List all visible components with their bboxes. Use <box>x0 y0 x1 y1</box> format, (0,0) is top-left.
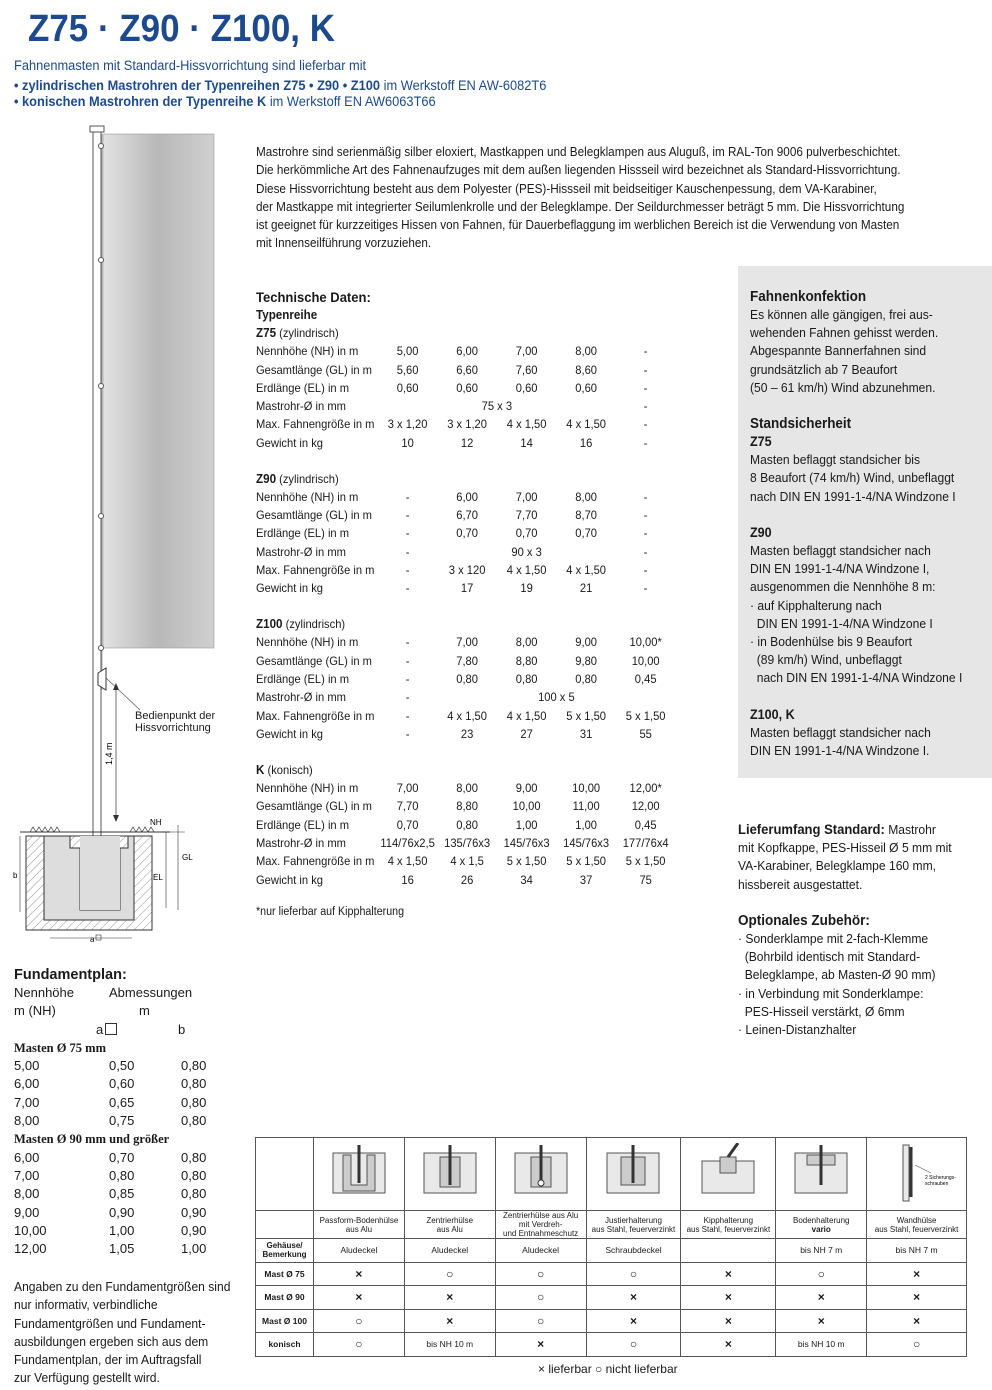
availability-cell: bis NH 10 m <box>776 1333 867 1357</box>
spec-cell: 4 x 1,50 <box>506 563 547 578</box>
mount-image-2 <box>404 1138 495 1211</box>
spec-cell: - <box>405 708 410 723</box>
foundation-row: 8,00 0,75 0,80 <box>14 1113 207 1129</box>
availability-cell: × <box>404 1309 495 1333</box>
operating-point-label: Bedienpunkt der Hissvorrichtung <box>135 710 216 734</box>
foundation-row: 6,00 0,70 0,80 <box>14 1149 207 1165</box>
spec-groups <box>256 324 693 889</box>
availability-cell: bis NH 10 m <box>404 1333 495 1357</box>
mount-image-5 <box>681 1138 776 1211</box>
spec-cell: 7,00 <box>515 344 538 359</box>
spec-group <box>256 452 693 598</box>
spec-cell: 7,60 <box>515 362 538 377</box>
spec-cell: - <box>405 726 410 741</box>
svg-text:a: a <box>90 935 95 944</box>
spec-group-title: Z75 (zylindrisch) <box>256 326 339 340</box>
spec-cell: 6,70 <box>456 508 478 523</box>
availability-row <box>256 1286 967 1310</box>
spec-cell: - <box>643 380 648 395</box>
spec-cell: - <box>405 563 410 578</box>
spec-cell: 6,60 <box>456 362 478 377</box>
availability-row-label: Mast Ø 100 <box>256 1309 314 1333</box>
spec-cell: 3 x 1,20 <box>447 417 487 432</box>
spec-group <box>256 598 693 744</box>
spec-cell: 27 <box>520 726 533 741</box>
availability-cell: × <box>867 1309 967 1333</box>
spec-cell: 34 <box>520 872 533 887</box>
mount-image-6 <box>776 1138 867 1211</box>
spec-cell: 0,80 <box>575 672 598 687</box>
availability-cell: ○ <box>586 1333 681 1357</box>
spec-cell: 0,60 <box>456 380 478 395</box>
svg-text:GL: GL <box>182 853 193 862</box>
availability-cell: ○ <box>314 1333 405 1357</box>
spec-cell: - <box>643 399 648 414</box>
spec-cell: 0,70 <box>515 526 538 541</box>
spec-row: Erdlänge (EL) in m 0,60 0,60 0,60 0,60 - <box>256 379 693 397</box>
spec-cell: 75 <box>639 872 652 887</box>
spec-cell: 7,00 <box>515 489 538 504</box>
svg-text:schrauben: schrauben <box>924 1181 948 1187</box>
availability-cell: ○ <box>404 1262 495 1286</box>
cover-row-label: Gehäuse/ Bemerkung <box>256 1239 314 1263</box>
spec-cell: 12 <box>460 435 474 450</box>
spec-cell-span: 75 x 3 <box>481 399 513 414</box>
foundation-row: 5,00 0,50 0,80 <box>14 1058 207 1074</box>
availability-cell: ○ <box>495 1262 586 1286</box>
spec-cell: 0,60 <box>396 380 419 395</box>
availability-cell: × <box>681 1333 776 1357</box>
cover-row <box>256 1239 967 1263</box>
flagpole-drawing <box>10 120 250 950</box>
spec-cell: 5 x 1,50 <box>566 708 606 723</box>
spec-cell: 17 <box>460 581 474 596</box>
spec-row: Mastrohr-Ø in mm 114/76x2,5 135/76x3 145/76x3 145/76x3 177/76x4 <box>256 834 693 852</box>
spec-cell: 14 <box>520 435 533 450</box>
availability-row-label: Mast Ø 75 <box>256 1262 314 1286</box>
spec-cell: 10 <box>401 435 414 450</box>
spec-cell: 5,60 <box>396 362 419 377</box>
spec-cell-span: 90 x 3 <box>511 544 542 559</box>
mount-cover <box>681 1239 776 1263</box>
availability-cell: × <box>867 1286 967 1310</box>
svg-text:EL: EL <box>153 873 163 882</box>
spec-row: Nennhöhe (NH) in m 5,00 6,00 7,00 8,00 - <box>256 342 693 360</box>
spec-row: Nennhöhe (NH) in m 7,00 8,00 9,00 10,00 12,00* <box>256 779 693 797</box>
foundation-row: 7,00 0,65 0,80 <box>14 1094 207 1110</box>
spec-cell-span: 100 x 5 <box>538 690 575 705</box>
foundation-row: 9,00 0,90 0,90 <box>14 1204 207 1220</box>
spec-cell: - <box>643 435 648 450</box>
spec-cell: - <box>405 672 410 687</box>
spec-cell: 10,00* <box>629 635 662 650</box>
spec-row: Gewicht in kg - 17 19 21 - <box>256 579 693 597</box>
spec-group <box>256 743 693 889</box>
availability-cell: × <box>776 1309 867 1333</box>
spec-group-title: Z100 (zylindrisch) <box>256 617 346 632</box>
spec-cell: - <box>405 635 410 650</box>
spec-row: Gewicht in kg 10 12 14 16 - <box>256 434 693 452</box>
spec-cell: 0,45 <box>634 672 657 687</box>
mount-cover: Schraubdeckel <box>586 1239 681 1263</box>
height-label: 1,4 m <box>104 742 114 765</box>
foundation-plan: Fundamentplan: Nennhöhe Abmessungen m (NH) m a b Masten Ø 75 mm 5,00 0,50 0,80 6,00 0,60 0,80 7,00 0,65 0,80 8,00 0,75 0,80 Masten Ø 90 mm und größer 6,00 0,70 0,80 7,00 0,80 0,80 8,00 0,85 0,80 9,00 0,90 0,90 10,00 1,00 0,90 12,00 1,05 1,00 <box>14 966 244 1258</box>
svg-text:2 Sicherungs-: 2 Sicherungs- <box>924 1175 956 1181</box>
spec-cell: 7,70 <box>396 799 419 814</box>
availability-row <box>256 1262 967 1286</box>
mount-caption: Justierhalterung aus Stahl, feuerverzinkt <box>586 1211 681 1239</box>
bullet-cylindrical: • zylindrischen Mastrohren der Typenreihen Z75 • Z90 • Z100 im Werkstoff EN AW-6082T6 <box>14 78 547 93</box>
availability-cell: ○ <box>867 1333 967 1357</box>
spec-cell: - <box>643 489 648 504</box>
spec-cell: 0,60 <box>575 380 598 395</box>
spec-cell: 145/76x3 <box>503 835 550 850</box>
table-legend: × lieferbar ○ nicht lieferbar <box>538 1362 678 1376</box>
foundation-row: 12,00 1,05 1,00 <box>14 1241 207 1257</box>
foundation-row: 8,00 0,85 0,80 <box>14 1186 207 1202</box>
spec-cell: 4 x 1,50 <box>506 708 547 723</box>
spec-cell: 37 <box>579 872 593 887</box>
spec-row: Max. Fahnengröße in m 4 x 1,50 4 x 1,5 5 x 1,50 5 x 1,50 5 x 1,50 <box>256 852 693 870</box>
spec-row: Nennhöhe (NH) in m - 7,00 8,00 9,00 10,00* <box>256 633 693 651</box>
spec-cell: - <box>643 563 648 578</box>
spec-row: Gesamtlänge (GL) in m 7,70 8,80 10,00 11,00 12,00 <box>256 797 693 815</box>
standard-scope: Lieferumfang Standard: Mastrohr mit Kopfkappe, PES-Hisseil Ø 5 mm mit VA-Karabiner, Belegklampe 160 mm, hissbereit ausgestattet. <box>738 821 952 892</box>
spec-cell: 0,80 <box>515 672 538 687</box>
spec-row: Gesamtlänge (GL) in m - 6,70 7,70 8,70 - <box>256 506 693 524</box>
spec-row: Mastrohr-Ø in mm 75 x 3 - <box>256 397 693 415</box>
spec-footnote: *nur lieferbar auf Kipphalterung <box>256 906 405 919</box>
spec-cell: 0,70 <box>396 817 419 832</box>
spec-group-title: Z90 (zylindrisch) <box>256 471 339 486</box>
technical-data <box>256 288 693 918</box>
spec-cell: 177/76x4 <box>622 835 669 850</box>
availability-cell: × <box>681 1262 776 1286</box>
spec-cell: 5,00 <box>396 344 419 359</box>
spec-group-title: K (konisch) <box>256 762 313 777</box>
spec-cell: - <box>405 544 410 559</box>
spec-row: Erdlänge (EL) in m - 0,70 0,70 0,70 - <box>256 524 693 542</box>
mounting-options-table <box>255 1137 967 1357</box>
svg-text:NH: NH <box>150 818 162 827</box>
spec-cell: - <box>643 526 648 541</box>
spec-cell: - <box>405 489 410 504</box>
spec-cell: 8,60 <box>575 362 598 377</box>
spec-cell: 0,80 <box>456 672 478 687</box>
availability-cell: ○ <box>314 1309 405 1333</box>
mount-image-7 <box>867 1138 967 1211</box>
availability-cell: × <box>586 1286 681 1310</box>
spec-heading: Technische Daten: <box>256 289 371 305</box>
mount-image-1 <box>314 1138 405 1211</box>
spec-cell: 114/76x2,5 <box>380 835 435 850</box>
spec-cell: 8,00 <box>456 781 478 796</box>
spec-cell: 4 x 1,50 <box>566 417 606 432</box>
spec-cell: 16 <box>579 435 593 450</box>
spec-cell: 16 <box>401 872 414 887</box>
spec-cell: 8,80 <box>515 653 538 668</box>
spec-cell: 4 x 1,5 <box>450 854 484 869</box>
mount-caption: Bodenhalterung vario <box>776 1211 867 1239</box>
spec-cell: 9,00 <box>515 781 538 796</box>
availability-cell: × <box>404 1286 495 1310</box>
spec-cell: 0,70 <box>575 526 598 541</box>
spec-cell: 1,00 <box>515 817 538 832</box>
mount-cover: bis NH 7 m <box>776 1239 867 1263</box>
spec-cell: 8,70 <box>575 508 598 523</box>
spec-cell: 0,60 <box>515 380 538 395</box>
spec-cell: 7,00 <box>396 781 419 796</box>
spec-cell: 4 x 1,50 <box>447 708 487 723</box>
mast <box>93 128 101 910</box>
foundation-row: 10,00 1,00 0,90 <box>14 1222 207 1238</box>
spec-cell: 0,80 <box>456 817 478 832</box>
availability-cell: × <box>314 1262 405 1286</box>
availability-cell: × <box>867 1262 967 1286</box>
spec-cell: 0,70 <box>456 526 478 541</box>
foundation-row: 7,00 0,80 0,80 <box>14 1167 207 1183</box>
spec-cell: 7,70 <box>515 508 538 523</box>
spec-row: Gesamtlänge (GL) in m 5,60 6,60 7,60 8,60 - <box>256 361 693 379</box>
mount-image-4 <box>586 1138 681 1211</box>
spec-group <box>256 324 693 452</box>
mount-caption: Zentrierhülse aus Alu mit Verdreh- und Entnahmeschutz <box>495 1211 586 1239</box>
image-row <box>256 1138 967 1211</box>
optional-accessories: Optionales Zubehör: · Sonderklampe mit 2-fach-Klemme (Bohrbild identisch mit Standard- Belegklampe, ab Masten-Ø 90 mm) · in Verbindung mit Sonderklampe: PES-Hisseil verstärkt, Ø 6mm · Leinen-Distanzhalter <box>738 913 936 1038</box>
spec-cell: 4 x 1,50 <box>387 854 428 869</box>
foundation-row: 6,00 0,60 0,80 <box>14 1076 207 1092</box>
availability-cell: × <box>776 1286 867 1310</box>
info-panel-text: Fahnenkonfektion Es können alle gängigen, frei aus- wehenden Fahnen gehisst werden. Abgespannte Bannerfahnen sind grundsätzlich ab 7 Beaufort (50 – 61 km/h) Wind abzunehmen. Standsicherheit Z75 Masten beflaggt standsicher bis 8 Beaufort (74 km/h) Wind, unbeflaggt nach DIN EN 1991-1-4/NA Windzone I Z90 Masten beflaggt standsicher nach DIN EN 1991-1-4/NA Windzone I, ausgenommen die Nennhöhe 8 m: · auf Kipphalterung nach DIN EN 1991-1-4/NA Windzone I · in Bodenhülse bis 9 Beaufort (89 km/h) Wind, unbeflaggt nach DIN EN 1991-1-4/NA Windzone I Z100, K Masten beflaggt standsicher nach DIN EN 1991-1-4/NA Windzone I. <box>750 289 963 759</box>
spec-cell: 8,00 <box>575 489 598 504</box>
bullet-conical: • konischen Mastrohren der Typenreihe K im Werkstoff EN AW6063T66 <box>14 94 436 109</box>
spec-cell: 7,00 <box>456 635 478 650</box>
spec-cell: 5 x 1,50 <box>506 854 547 869</box>
mount-caption: Wandhülse aus Stahl, feuerverzinkt <box>867 1211 967 1239</box>
spec-cell: - <box>643 544 648 559</box>
spec-cell: 3 x 1,20 <box>387 417 428 432</box>
availability-cell: × <box>681 1309 776 1333</box>
spec-cell: 5 x 1,50 <box>625 708 666 723</box>
spec-cell: - <box>405 508 410 523</box>
spec-cell: 5 x 1,50 <box>566 854 606 869</box>
spec-cell: 3 x 120 <box>448 563 486 578</box>
availability-row-label: Mast Ø 90 <box>256 1286 314 1310</box>
square-icon <box>105 1023 117 1035</box>
spec-cell: 10,00 <box>631 653 660 668</box>
availability-row-label: konisch <box>256 1333 314 1357</box>
spec-cell: - <box>643 508 648 523</box>
mount-caption: Zentrierhülse aus Alu <box>404 1211 495 1239</box>
spec-cell: - <box>643 344 648 359</box>
spec-subheading: Typenreihe <box>256 308 318 322</box>
spec-row: Max. Fahnengröße in m - 4 x 1,50 4 x 1,50 5 x 1,50 5 x 1,50 <box>256 707 693 725</box>
spec-cell: 21 <box>579 581 593 596</box>
availability-cell: ○ <box>495 1309 586 1333</box>
spec-cell: 12,00* <box>629 781 662 796</box>
availability-cell: × <box>681 1286 776 1310</box>
spec-row: Gesamtlänge (GL) in m - 7,80 8,80 9,80 10,00 <box>256 652 693 670</box>
availability-cell: × <box>586 1309 681 1333</box>
spec-cell: 10,00 <box>512 799 541 814</box>
spec-cell: 55 <box>639 726 652 741</box>
spec-row: Gewicht in kg - 23 27 31 55 <box>256 725 693 743</box>
mount-caption: Passform-Bodenhülse aus Alu <box>314 1211 405 1239</box>
spec-cell: 0,45 <box>634 817 657 832</box>
spec-cell: - <box>405 526 410 541</box>
availability-cell: × <box>314 1286 405 1310</box>
spec-cell: 6,00 <box>456 489 478 504</box>
spec-cell: 11,00 <box>572 799 600 814</box>
spec-cell: - <box>405 653 410 668</box>
availability-cell: × <box>495 1333 586 1357</box>
spec-cell: - <box>405 581 410 596</box>
spec-cell: 8,80 <box>456 799 478 814</box>
spec-cell: - <box>643 417 648 432</box>
spec-cell: 4 x 1,50 <box>506 417 547 432</box>
spec-cell: - <box>405 690 410 705</box>
spec-cell: - <box>643 581 648 596</box>
caption-row <box>256 1211 967 1239</box>
spec-cell: 135/76x3 <box>444 835 491 850</box>
flag <box>103 134 214 648</box>
availability-row <box>256 1333 967 1357</box>
spec-row: Gewicht in kg 16 26 34 37 75 <box>256 871 693 889</box>
spec-cell: 5 x 1,50 <box>625 854 666 869</box>
spec-row: Mastrohr-Ø in mm - 100 x 5 <box>256 688 693 706</box>
spec-row: Mastrohr-Ø in mm - 90 x 3 - <box>256 543 693 561</box>
spec-cell: 145/76x3 <box>563 835 610 850</box>
availability-row <box>256 1309 967 1333</box>
spec-cell: 10,00 <box>572 781 601 796</box>
spec-cell: 19 <box>520 581 533 596</box>
mount-cover: Aludeckel <box>495 1239 586 1263</box>
spec-cell: 1,00 <box>575 817 598 832</box>
page-title: Z75 · Z90 · Z100, K <box>28 8 335 50</box>
spec-row: Erdlänge (EL) in m - 0,80 0,80 0,80 0,45 <box>256 670 693 688</box>
mount-cover: Aludeckel <box>314 1239 405 1263</box>
spec-row: Max. Fahnengröße in m - 3 x 120 4 x 1,50 4 x 1,50 - <box>256 561 693 579</box>
mount-caption: Kipphalterung aus Stahl, feuerverzinkt <box>681 1211 776 1239</box>
spec-cell: 6,00 <box>456 344 478 359</box>
spec-cell: 7,80 <box>456 653 478 668</box>
foundation-note: Angaben zu den Fundamentgrößen sind nur informativ, verbindliche Fundamentgrößen und Fundament- ausbildungen ergeben sich aus dem Fundamentplan, der im Auftragsfall zur Verfügung gestellt wird. <box>14 1279 231 1386</box>
spec-cell: 8,00 <box>515 635 538 650</box>
intro-text: Mastrohre sind serienmäßig silber eloxiert, Mastkappen und Belegklampen aus Aluguß, im RAL-Ton 9006 pulverbeschichtet. Die herkömmliche Art des Fahnenaufzuges mit dem außen liegenden Hissseil wird bezeichnet als Standard-Hissvorrichtung. Diese Hissvorrichtung besteht aus dem Polyester (PES)-Hissseil mit beidseitiger Kauschenpessung, dem VA-Karabiner, der Mastkappe mit integrierter Seilumlenkrolle und der Belegklampe. Der Seildurchmesser beträgt 5 mm. Die Hissvorrichtung ist geeignet für kurzzeitiges Hissen von Fahnen, für Dauerbeflaggung im werblichen Bereich ist die Verwendung von Masten mit Innenseilführung vorzuziehen. <box>256 145 905 251</box>
spec-cell: 8,00 <box>575 344 598 359</box>
spec-row: Nennhöhe (NH) in m - 6,00 7,00 8,00 - <box>256 488 693 506</box>
spec-cell: 26 <box>460 872 474 887</box>
mount-image-3 <box>495 1138 586 1211</box>
spec-cell: - <box>643 362 648 377</box>
availability-cell: ○ <box>776 1262 867 1286</box>
mount-cover: Aludeckel <box>404 1239 495 1263</box>
spec-row: Max. Fahnengröße in m 3 x 1,20 3 x 1,20 4 x 1,50 4 x 1,50 - <box>256 415 693 433</box>
availability-cell: ○ <box>495 1286 586 1310</box>
spec-cell: 9,80 <box>575 653 598 668</box>
mount-cover: bis NH 7 m <box>867 1239 967 1263</box>
spec-row: Erdlänge (EL) in m 0,70 0,80 1,00 1,00 0,45 <box>256 816 693 834</box>
spec-cell: 23 <box>460 726 474 741</box>
svg-text:b: b <box>13 871 18 880</box>
spec-cell: 12,00 <box>631 799 660 814</box>
spec-cell: 9,00 <box>575 635 598 650</box>
subtitle: Fahnenmasten mit Standard-Hissvorrichtung sind lieferbar mit <box>14 58 367 73</box>
availability-cell: ○ <box>586 1262 681 1286</box>
spec-cell: 31 <box>579 726 593 741</box>
spec-cell: 4 x 1,50 <box>566 563 606 578</box>
